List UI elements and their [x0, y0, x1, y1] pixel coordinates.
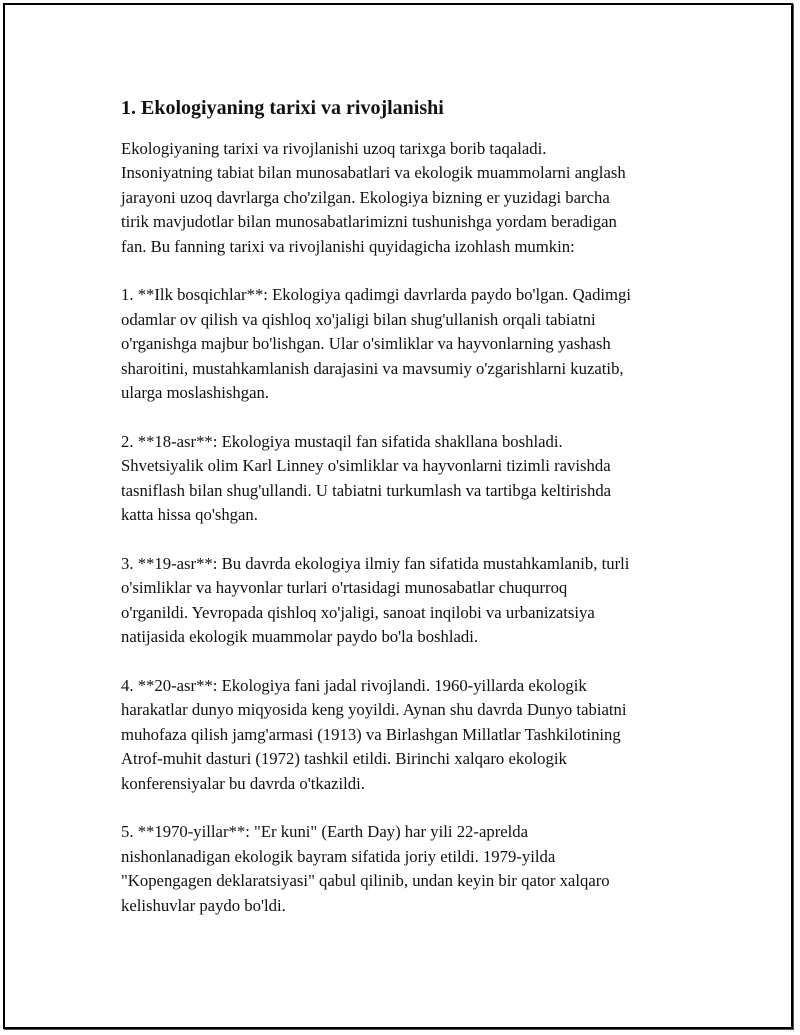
document-content: [121, 95, 681, 942]
text-line: 4. **20-asr**: Ekologiya fani jadal rivojlandi. 1960-yillarda ekologik: [121, 675, 587, 695]
text-line: muhofaza qilish jamg'armasi (1913) va Birlashgan Millatlar Tashkilotining: [121, 724, 621, 744]
text-line: o'rganishga majbur bo'lishgan. Ular o'simliklar va hayvonlarning yashash: [121, 334, 611, 354]
text-line: ularga moslashishgan.: [121, 383, 270, 403]
text-line: fan. Bu fanning tarixi va rivojlanishi quyidagicha izohlash mumkin:: [121, 236, 575, 256]
document-title: 1. Ekologiyaning tarixi va rivojlanishi: [121, 97, 444, 119]
text-line: 1. **Ilk bosqichlar**: Ekologiya qadimgi davrlarda paydo bo'lgan. Qadimgi: [121, 285, 632, 305]
text-line: o'rganildi. Yevropada qishloq xo'jaligi, sanoat inqilobi va urbanizatsiya: [121, 602, 595, 622]
section-ilk-bosqichlar: [121, 283, 681, 405]
document-page: [3, 3, 793, 1029]
text-line: kelishuvlar paydo bo'ldi.: [121, 895, 286, 915]
text-line: 2. **18-asr**: Ekologiya mustaqil fan sifatida shakllana boshladi.: [121, 431, 563, 451]
text-line: tirik mavjudotlar bilan munosabatlarimizni tushunishga yordam beradigan: [121, 212, 617, 232]
text-line: Ekologiyaning tarixi va rivojlanishi uzoq tarixga borib taqaladi.: [121, 139, 547, 158]
text-line: Shvetsiyalik olim Karl Linney o'simliklar va hayvonlarni tizimli ravishda: [121, 456, 611, 476]
text-line: sharoitini, mustahkamlanish darajasini va mavsumiy o'zgarishlarni kuzatib,: [121, 358, 624, 378]
text-line: tasniflash bilan shug'ullandi. U tabiatni turkumlash va tartibga keltirishda: [121, 480, 612, 500]
text-line: Insoniyatning tabiat bilan munosabatlari va ekologik muammolarni anglash: [121, 163, 626, 183]
section-19-asr: [121, 552, 681, 650]
intro-paragraph: [121, 137, 681, 259]
text-line: konferensiyalar bu davrda o'tkazildi.: [121, 773, 365, 793]
text-line: odamlar ov qilish va qishloq xo'jaligi bilan shug'ullanish orqali tabiatni: [121, 309, 596, 329]
text-line: o'simliklar va hayvonlar turlari o'rtasidagi munosabatlar chuqurroq: [121, 578, 568, 598]
text-line: "Kopengagen deklaratsiyasi" qabul qilinib, undan keyin bir qator xalqaro: [121, 871, 610, 891]
text-line: harakatlar dunyo miqyosida keng yoyildi. Aynan shu davrda Dunyo tabiatni: [121, 700, 627, 720]
text-line: katta hissa qo'shgan.: [121, 505, 258, 525]
text-line: 3. **19-asr**: Bu davrda ekologiya ilmiy fan sifatida mustahkamlanib, turli: [121, 553, 630, 573]
text-line: 5. **1970-yillar**: "Er kuni" (Earth Day) har yili 22-aprelda: [121, 822, 529, 842]
section-1970-yillar: [121, 820, 681, 918]
section-20-asr: [121, 674, 681, 796]
text-line: natijasida ekologik muammolar paydo bo'la boshladi.: [121, 627, 479, 647]
text-line: Atrof-muhit dasturi (1972) tashkil etildi. Birinchi xalqaro ekologik: [121, 749, 567, 769]
section-18-asr: [121, 430, 681, 528]
text-line: nishonlanadigan ekologik bayram sifatida joriy etildi. 1979-yilda: [121, 846, 556, 866]
text-line: jarayoni uzoq davrlarga cho'zilgan. Ekologiya bizning er yuzidagi barcha: [121, 187, 610, 207]
